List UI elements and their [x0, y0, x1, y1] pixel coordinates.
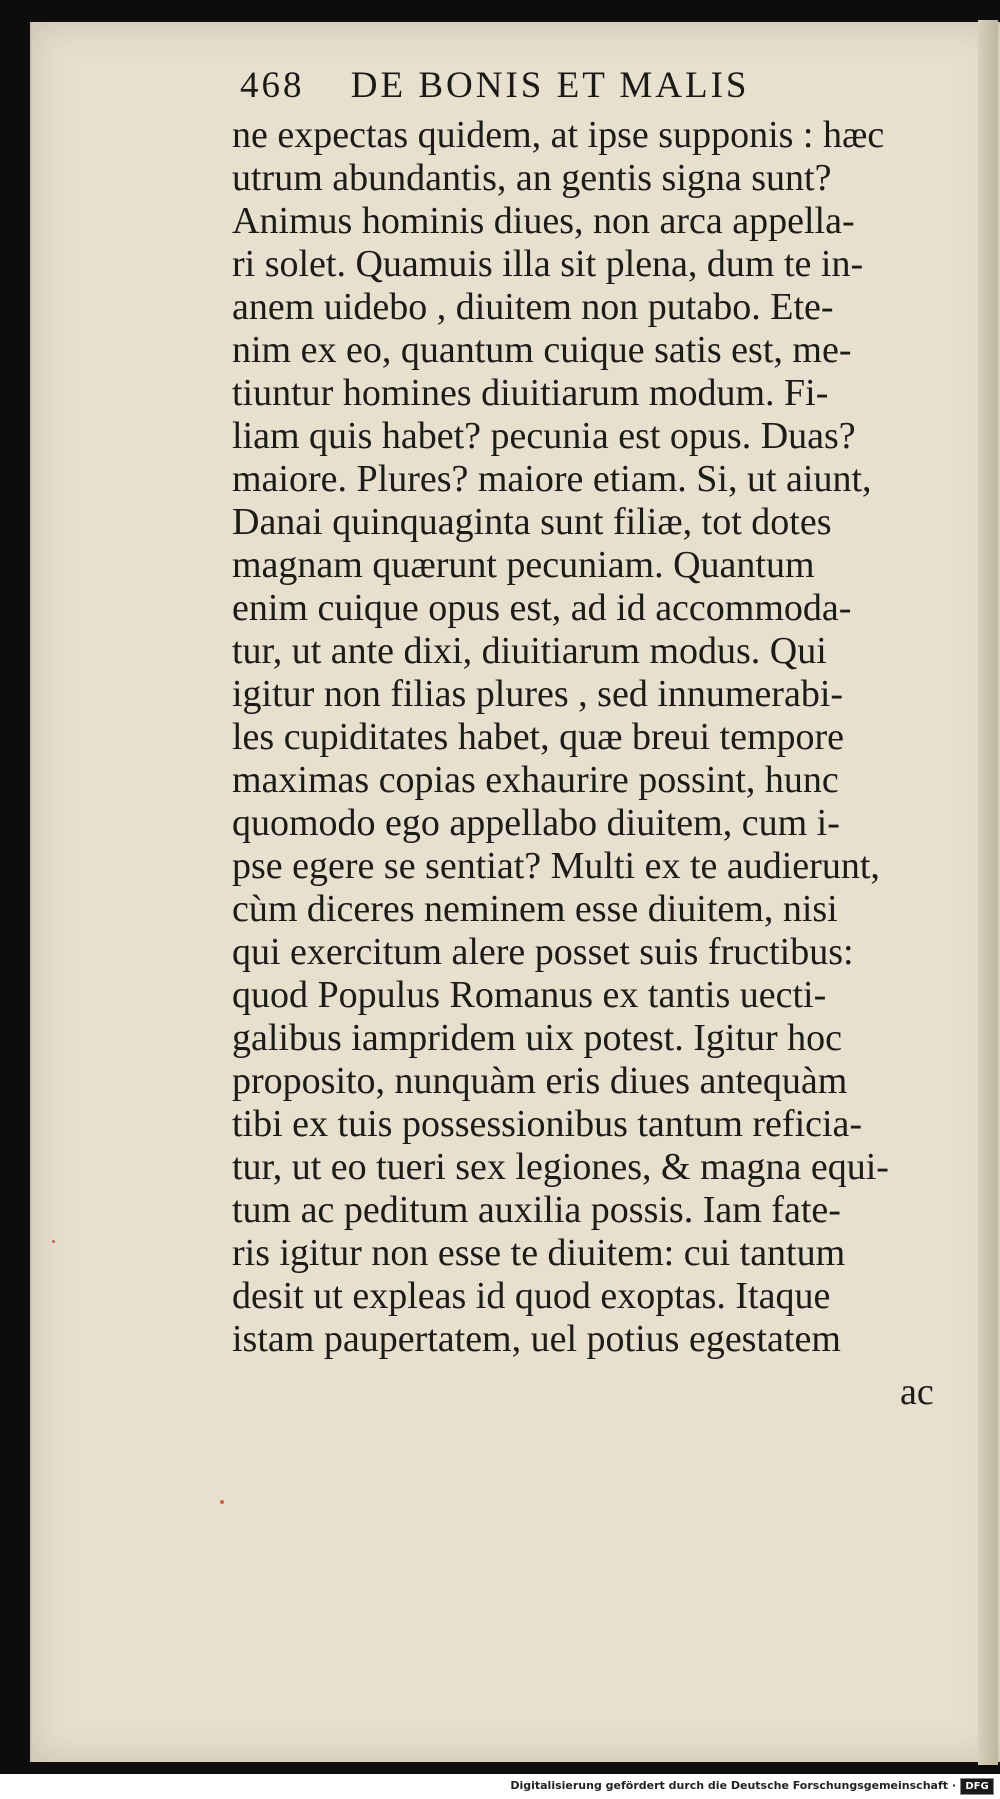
- page-speck: [52, 1240, 55, 1243]
- text-line: utrum abundantis, an gentis signa sunt?: [232, 157, 832, 199]
- text-line: tur, ut eo tueri sex legiones, & magna equi-: [232, 1146, 889, 1188]
- page-edge: [978, 20, 998, 1765]
- text-line: galibus iampridem uix potest. Igitur hoc: [232, 1017, 843, 1059]
- text-line: ne expectas quidem, at ipse supponis : hæc: [232, 114, 885, 156]
- text-line: tibi ex tuis possessionibus tantum reficia-: [232, 1103, 863, 1145]
- text-line: istam paupertatem, uel potius egestatem: [232, 1318, 841, 1360]
- text-line: desit ut expleas id quod exoptas. Itaque: [232, 1275, 831, 1317]
- text-line: ris igitur non esse te diuitem: cui tantum: [232, 1232, 846, 1274]
- body-text: [232, 114, 952, 1361]
- text-line: maiore. Plures? maiore etiam. Si, ut aiunt,: [232, 458, 872, 500]
- text-line: tiuntur homines diuitiarum modum. Fi-: [232, 372, 829, 414]
- text-line: pse egere se sentiat? Multi ex te audierunt,: [232, 845, 880, 887]
- dfg-logo: DFG: [960, 1778, 994, 1795]
- text-line: tum ac peditum auxilia possis. Iam fate-: [232, 1189, 841, 1231]
- text-line: Animus hominis diues, non arca appella-: [232, 200, 855, 242]
- text-line: maximas copias exhaurire possint, hunc: [232, 759, 839, 801]
- text-line: nim ex eo, quantum cuique satis est, me-: [232, 329, 852, 371]
- digitization-footer: [0, 1774, 1000, 1799]
- text-line: quomodo ego appellabo diuitem, cum i-: [232, 802, 840, 844]
- text-line: ri solet. Quamuis illa sit plena, dum te in-: [232, 243, 864, 285]
- running-head: [240, 64, 980, 114]
- text-line: anem uidebo , diuitem non putabo. Ete-: [232, 286, 834, 328]
- text-line: les cupiditates habet, quæ breui tempore: [232, 716, 845, 758]
- text-line: Danai quinquaginta sunt filiæ, tot dotes: [232, 501, 832, 543]
- text-line: cùm diceres neminem esse diuitem, nisi: [232, 888, 838, 930]
- page-speck: [220, 1500, 224, 1504]
- text-line: enim cuique opus est, ad id accommoda-: [232, 587, 852, 629]
- text-line: qui exercitum alere posset suis fructibus:: [232, 931, 854, 973]
- text-line: quod Populus Romanus ex tantis uecti-: [232, 974, 827, 1016]
- running-title: DE BONIS ET MALIS: [350, 65, 750, 106]
- text-line: igitur non filias plures , sed innumerabi-: [232, 673, 844, 715]
- page-number: 468: [240, 65, 305, 106]
- catchword: ac: [900, 1371, 934, 1413]
- text-line: liam quis habet? pecunia est opus. Duas?: [232, 415, 856, 457]
- text-line: proposito, nunquàm eris diues antequàm: [232, 1060, 848, 1102]
- funding-credit: Digitalisierung gefördert durch die Deutsche Forschungsgemeinschaft ·: [510, 1779, 956, 1792]
- text-line: magnam quærunt pecuniam. Quantum: [232, 544, 815, 586]
- text-line: tur, ut ante dixi, diuitiarum modus. Qui: [232, 630, 827, 672]
